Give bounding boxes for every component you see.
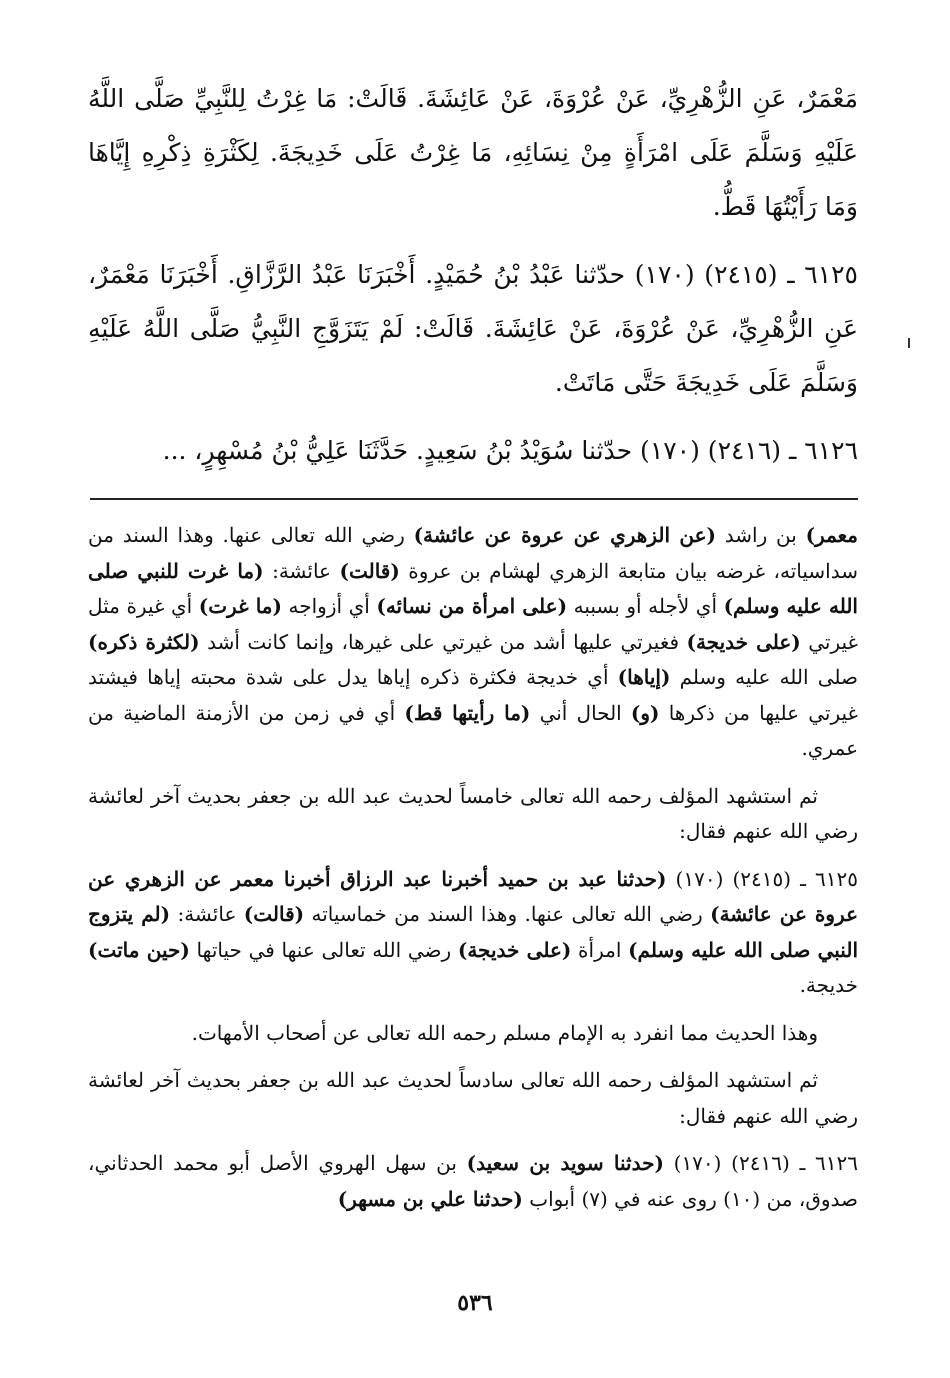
quoted-hadith-phrase: (على خديجة): [686, 629, 801, 654]
commentary-text: ٦١٢٦ ـ (٢٤١٦) (١٧٠): [663, 1151, 858, 1175]
commentary-text: ثم استشهد المؤلف رحمه الله تعالى سادساً لحديث عبد الله بن جعفر بحديث آخر لعائشة رضي الله عنهم فقال:: [88, 1068, 858, 1128]
matn-paragraph-3: ٦١٢٦ ـ (٢٤١٦) (١٧٠) حدّثنا سُوَيْدُ بْنُ سَعِيدٍ. حَدَّثَنَا عَلِيُّ بْنُ مُسْهِرٍ، ...: [162, 436, 858, 465]
quoted-hadith-phrase: (حدثنا علي بن مسهر): [337, 1186, 523, 1211]
ink-mark: [908, 338, 910, 348]
commentary-text: خديجة.: [799, 973, 858, 997]
commentary-text: ثم استشهد المؤلف رحمه الله تعالى خامساً لحديث عبد الله بن جعفر بحديث آخر لعائشة رضي الله عنهم فقال:: [88, 783, 858, 843]
commentary-text: أي أزواجه: [281, 594, 377, 618]
quoted-hadith-phrase: (لكثرة ذكره): [88, 629, 200, 654]
commentary-paragraph: [88, 518, 858, 767]
commentary-paragraph: [88, 779, 858, 850]
commentary-paragraph: [88, 1063, 858, 1134]
quoted-hadith-phrase: (على خديجة): [457, 937, 572, 962]
commentary-text: ٦١٢٥ ـ (٢٤١٥) (١٧٠): [666, 866, 858, 891]
quoted-hadith-phrase: (ما غرت): [198, 594, 282, 618]
commentary-text: أي غيرة مثل غيرتي: [88, 594, 858, 654]
quoted-hadith-phrase: (على امرأة من نسائه): [376, 594, 568, 618]
quoted-hadith-phrase: (قالت): [339, 558, 400, 583]
quoted-hadith-phrase: (حدثنا عبد بن حميد أخبرنا عبد الرزاق أخبرنا معمر عن الزهري عن عروة عن عائشة): [88, 866, 858, 926]
quoted-hadith-phrase: (لم يتزوج النبي صلى الله عليه وسلم): [88, 902, 858, 962]
commentary-text: رضي الله تعالى عنها. وهذا السند من خماسياته: [304, 902, 711, 926]
commentary-text: رضي الله تعالى عنها. وهذا السند من سداسياته، غرضه بيان متابعة الزهري لهشام بن عروة: [88, 523, 858, 583]
quoted-hadith-phrase: (قالت): [243, 902, 305, 926]
quoted-hadith-phrase: (ما رأيتها قط): [404, 700, 531, 725]
page-number: ٥٣٦: [457, 1290, 493, 1316]
quoted-hadith-phrase: (ما غرت للنبي صلى الله عليه وسلم): [88, 558, 858, 618]
commentary: [88, 518, 858, 1217]
commentary-text: بن سهل الهروي الأصل أبو محمد الحدثاني، صدوق، من (١٠) روى عنه في (٧) أبواب: [88, 1151, 858, 1211]
divider-line: [90, 498, 858, 500]
commentary-text: وهذا الحديث مما انفرد به الإمام مسلم رحمه الله تعالى عن أصحاب الأمهات.: [191, 1020, 818, 1045]
quoted-hadith-phrase: (حين ماتت): [88, 937, 190, 962]
commentary-text: رضي الله تعالى عنها في حياتها: [189, 937, 458, 962]
commentary-text: أي خديجة فكثرة ذكره إياها يدل على شدة محبته إياها فيشتد غيرتي عليها من ذكرها: [88, 665, 858, 725]
matn-paragraph-1: مَعْمَرٌ، عَنِ الزُّهْرِيِّ، عَنْ عُرْوَةَ، عَنْ عَائِشَةَ. قَالَتْ: مَا غِرْتُ لِلنَّبِيِّ صَلَّى اللَّهُ عَلَيْهِ وَسَلَّمَ عَلَى امْرَأَةٍ مِنْ نِسَائِهِ، مَا غِرْتُ عَلَى خَدِيجَةَ. لِكَثْرَةِ ذِكْرِهِ إِيَّاهَا وَمَا رَأَيْتُهَا قَطُّ.: [88, 84, 858, 221]
quoted-hadith-phrase: معمر): [805, 523, 858, 547]
quoted-hadith-phrase: (إياها): [617, 665, 671, 689]
quoted-hadith-phrase: (عن الزهري عن عروة عن عائشة): [413, 523, 717, 547]
matn-paragraph-2: ٦١٢٥ ـ (٢٤١٥) (١٧٠) حدّثنا عَبْدُ بْنُ حُمَيْدٍ. أَخْبَرَنَا عَبْدُ الرَّزَّاقِ. أَخْبَرَنَا مَعْمَرٌ، عَنِ الزُّهْرِيِّ، عَنْ عُرْوَةَ، عَنْ عَائِشَةَ. قَالَتْ: لَمْ يَتَزَوَّجِ النَّبِيُّ صَلَّى اللَّهُ عَلَيْهِ وَسَلَّمَ عَلَى خَدِيجَةَ حَتَّى مَاتَتْ.: [88, 260, 858, 397]
hadith-text: [88, 72, 858, 478]
commentary-text: صلى الله عليه وسلم: [670, 665, 858, 689]
commentary-text: أي في زمن من الأزمنة الماضية من عمري.: [88, 700, 858, 760]
quoted-hadith-phrase: (حدثنا سويد بن سعيد): [466, 1151, 664, 1175]
commentary-text: عائشة:: [170, 902, 244, 926]
commentary-paragraph: [88, 1016, 858, 1052]
commentary-text: فغيرتي عليها أشد من غيرتي على غيرها، وإنما كانت أشد: [199, 629, 687, 654]
commentary-paragraph: [88, 862, 858, 1004]
commentary-text: الحال أني: [530, 700, 631, 725]
commentary-paragraph: [88, 1146, 858, 1217]
quoted-hadith-phrase: (و): [630, 700, 660, 725]
commentary-text: أي لأجله أو بسببه: [567, 594, 724, 618]
commentary-text: بن راشد: [716, 523, 806, 547]
commentary-text: عائشة:: [263, 558, 340, 583]
commentary-text: امرأة: [571, 937, 629, 962]
